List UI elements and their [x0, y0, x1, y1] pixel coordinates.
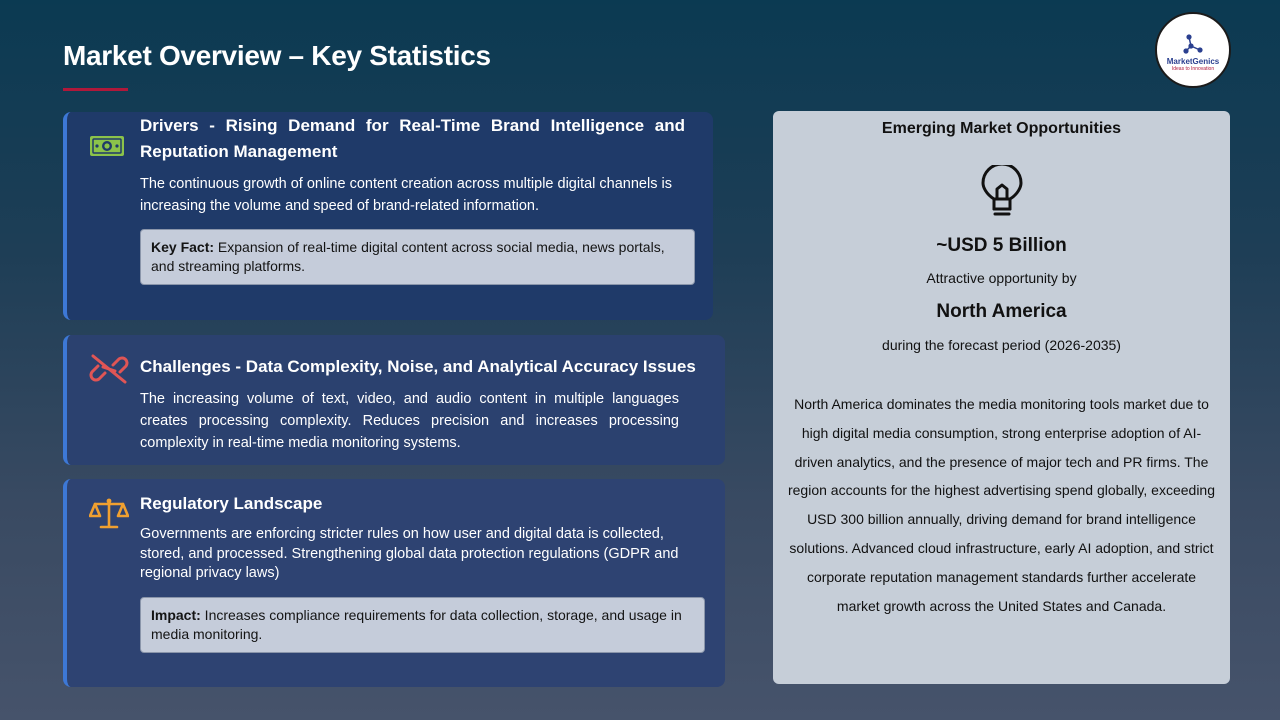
logo-tagline: Ideas to Innovation [1171, 66, 1215, 72]
impact-box [140, 597, 705, 653]
lightbulb-icon [980, 165, 1024, 219]
challenges-card [63, 335, 725, 465]
key-fact-text: Expansion of real-time digital content across social media, news portals, and streaming platforms. [151, 239, 665, 274]
opportunity-subtitle: Attractive opportunity by [926, 270, 1077, 286]
drivers-card [63, 112, 713, 320]
drivers-body: The continuous growth of online content creation across multiple digital channels is increasing the volume and speed of brand-related information. [140, 176, 672, 214]
regulatory-body: Governments are enforcing stricter rules on how user and digital data is collected, stored, and processed. Strengthening global data protection regulations (GDPR and regional privacy laws) [140, 526, 679, 581]
opportunities-title: Emerging Market Opportunities [881, 120, 1122, 137]
scales-icon [89, 496, 129, 532]
page-title: Market Overview – Key Statistics [63, 40, 491, 71]
region-description: North America dominates the media monitoring tools market due to high digital media consumption, strong enterprise adoption of AI-driven analytics, and the presence of major tech and PR firms. The region accounts for the highest advertising spend globally, exceeding USD 300 billion annually, driving demand for brand intelligence solutions. Advanced cloud infrastructure, early AI adoption, and strict corporate reputation management standards further accelerate market growth across the United States and Canada. [787, 396, 1215, 614]
logo-name: MarketGenics [1166, 57, 1220, 66]
emerging-opportunities-panel [773, 111, 1230, 684]
forecast-period: during the forecast period (2026-2035) [882, 337, 1121, 353]
regulatory-card [63, 479, 725, 687]
regulatory-heading: Regulatory Landscape [140, 494, 323, 513]
broken-link-icon [89, 353, 129, 385]
challenges-heading: Challenges - Data Complexity, Noise, and Analytical Accuracy Issues [140, 357, 696, 376]
opportunity-value: ~USD 5 Billion [936, 235, 1067, 256]
marketgenics-logo [1155, 12, 1231, 88]
key-fact-box [140, 229, 695, 285]
title-underline [63, 88, 128, 91]
network-logo-icon [1181, 32, 1205, 56]
challenges-body: The increasing volume of text, video, and audio content in multiple languages creates processing complexity. Reduces precision and increases processing complexity in real-time media monitoring systems. [140, 391, 679, 451]
impact-text: Increases compliance requirements for data collection, storage, and usage in media monitoring. [151, 607, 682, 642]
drivers-heading: Drivers - Rising Demand for Real-Time Brand Intelligence and Reputation Management [140, 116, 685, 161]
money-icon [89, 132, 125, 160]
key-fact-label: Key Fact: [151, 239, 215, 255]
impact-label: Impact: [151, 607, 201, 623]
opportunity-region: North America [936, 301, 1067, 322]
